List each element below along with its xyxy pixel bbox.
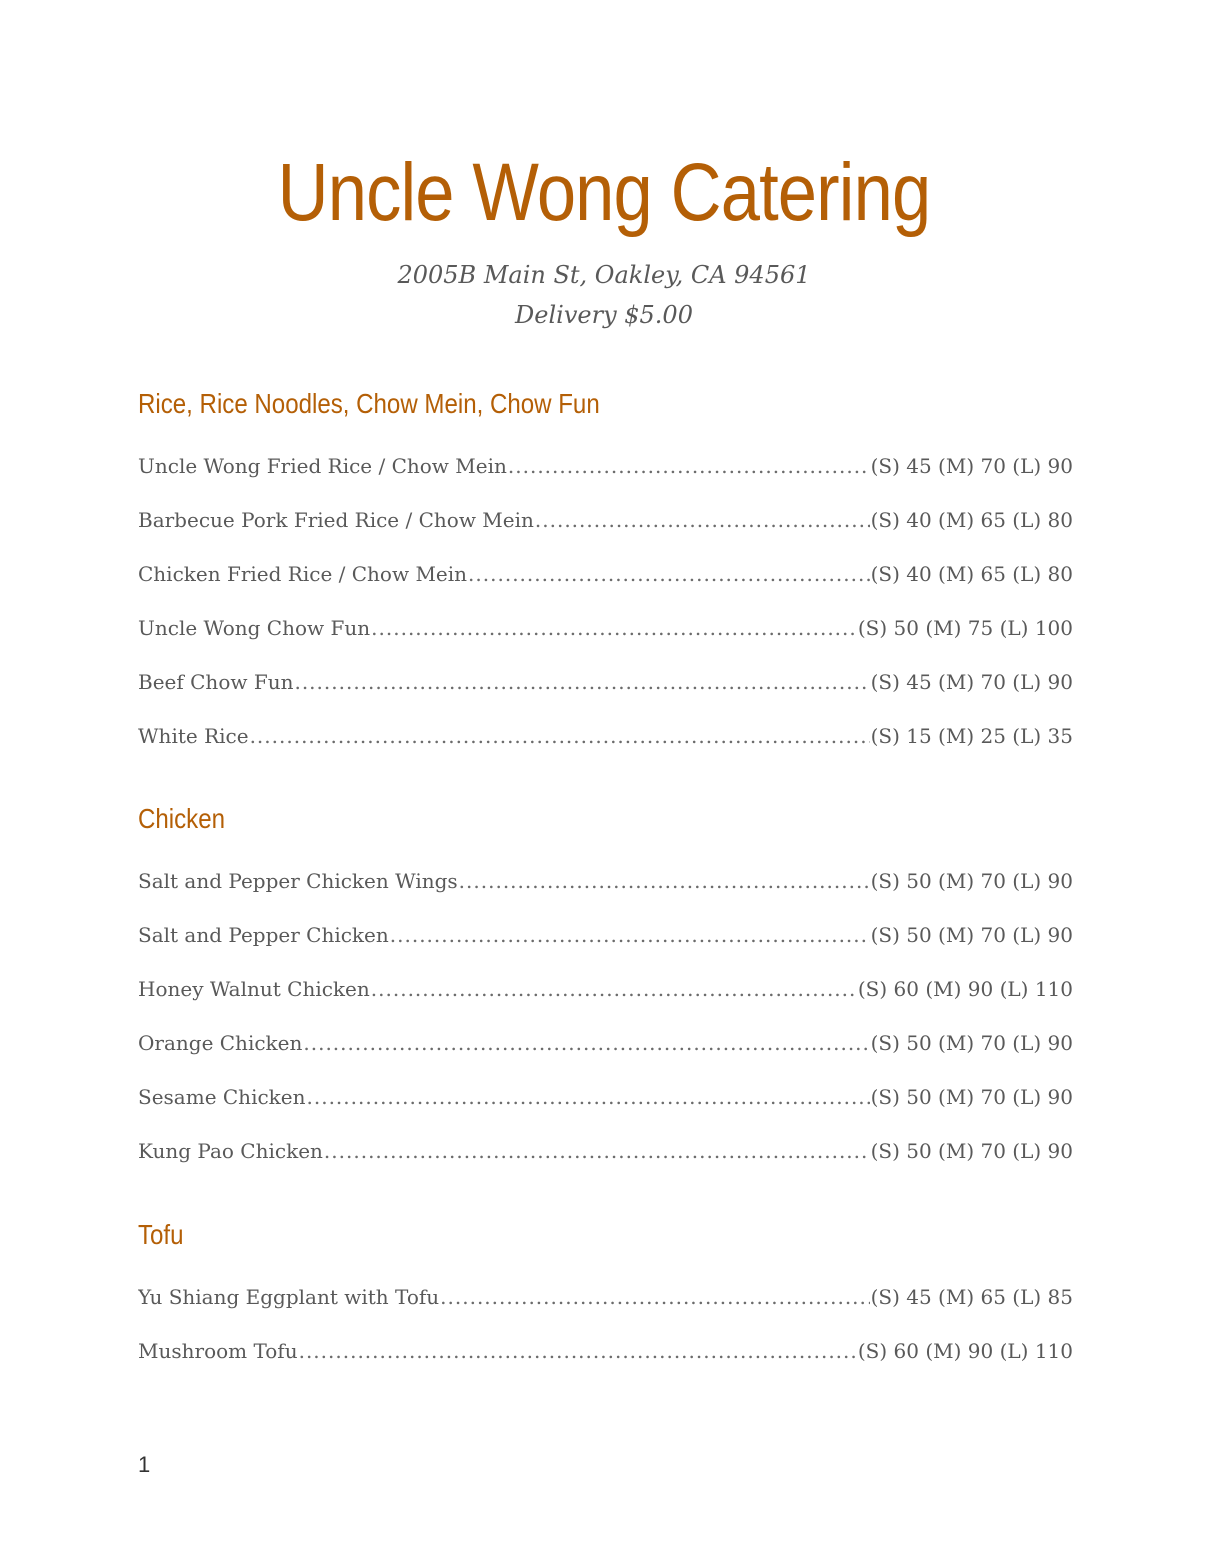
leader-dots bbox=[390, 919, 870, 951]
menu-item-name: Kung Pao Chicken bbox=[138, 1139, 323, 1163]
leader-dots bbox=[508, 450, 870, 482]
menu-item-name: Barbecue Pork Fried Rice / Chow Mein bbox=[138, 508, 534, 532]
menu-item-name: Beef Chow Fun bbox=[138, 670, 294, 694]
menu-item bbox=[138, 1081, 1073, 1113]
menu-item-price: (S) 45 (M) 70 (L) 90 bbox=[870, 454, 1073, 478]
leader-dots bbox=[307, 1081, 870, 1113]
leader-dots bbox=[459, 865, 870, 897]
menu-item-name: Yu Shiang Eggplant with Tofu bbox=[138, 1285, 440, 1309]
leader-dots bbox=[371, 973, 857, 1005]
menu-item-price: (S) 45 (M) 70 (L) 90 bbox=[870, 670, 1073, 694]
menu-item bbox=[138, 919, 1073, 951]
menu-item bbox=[138, 612, 1073, 644]
menu-item-name: Salt and Pepper Chicken bbox=[138, 923, 389, 947]
section-heading-tofu: Tofu bbox=[138, 1219, 184, 1250]
menu-item bbox=[138, 1027, 1073, 1059]
menu-item bbox=[138, 973, 1073, 1005]
menu-item-name: Mushroom Tofu bbox=[138, 1339, 298, 1363]
menu-item-name: Uncle Wong Chow Fun bbox=[138, 616, 371, 640]
leader-dots bbox=[299, 1335, 857, 1367]
leader-dots bbox=[294, 666, 869, 698]
menu-item-price: (S) 50 (M) 70 (L) 90 bbox=[870, 1139, 1073, 1163]
delivery-fee: Delivery $5.00 bbox=[515, 301, 693, 329]
menu-item-name: Chicken Fried Rice / Chow Mein bbox=[138, 562, 468, 586]
menu-item-name: Honey Walnut Chicken bbox=[138, 977, 370, 1001]
menu-item-price: (S) 50 (M) 70 (L) 90 bbox=[870, 1031, 1073, 1055]
menu-item-price: (S) 50 (M) 75 (L) 100 bbox=[857, 616, 1073, 640]
menu-item bbox=[138, 1281, 1073, 1313]
menu-item bbox=[138, 504, 1073, 536]
menu-item-price: (S) 50 (M) 70 (L) 90 bbox=[870, 923, 1073, 947]
menu-item-price: (S) 40 (M) 65 (L) 80 bbox=[870, 562, 1073, 586]
leader-dots bbox=[535, 504, 870, 536]
section-heading-chicken: Chicken bbox=[138, 803, 226, 834]
leader-dots bbox=[371, 612, 857, 644]
leader-dots bbox=[250, 720, 870, 752]
menu-item bbox=[138, 558, 1073, 590]
menu-item bbox=[138, 720, 1073, 752]
address: 2005B Main St, Oakley, CA 94561 bbox=[397, 261, 811, 289]
menu-item-name: Orange Chicken bbox=[138, 1031, 303, 1055]
menu-item bbox=[138, 865, 1073, 897]
menu-item-price: (S) 60 (M) 90 (L) 110 bbox=[857, 977, 1073, 1001]
leader-dots bbox=[468, 558, 870, 590]
leader-dots bbox=[303, 1027, 869, 1059]
menu-item bbox=[138, 450, 1073, 482]
menu-item bbox=[138, 1135, 1073, 1167]
menu-item-price: (S) 45 (M) 65 (L) 85 bbox=[870, 1285, 1073, 1309]
menu-item-name: Salt and Pepper Chicken Wings bbox=[138, 869, 458, 893]
menu-item-price: (S) 40 (M) 65 (L) 80 bbox=[870, 508, 1073, 532]
menu-item bbox=[138, 1335, 1073, 1367]
menu-item-name: Uncle Wong Fried Rice / Chow Mein bbox=[138, 454, 507, 478]
menu-item-price: (S) 50 (M) 70 (L) 90 bbox=[870, 1085, 1073, 1109]
menu-item-price: (S) 60 (M) 90 (L) 110 bbox=[857, 1339, 1073, 1363]
leader-dots bbox=[324, 1135, 870, 1167]
menu-item-price: (S) 50 (M) 70 (L) 90 bbox=[870, 869, 1073, 893]
section-heading-rice: Rice, Rice Noodles, Chow Mein, Chow Fun bbox=[138, 388, 600, 419]
menu-item-name: White Rice bbox=[138, 724, 249, 748]
menu-item-name: Sesame Chicken bbox=[138, 1085, 306, 1109]
page-number: 1 bbox=[138, 1452, 151, 1477]
menu-item-price: (S) 15 (M) 25 (L) 35 bbox=[870, 724, 1073, 748]
page-title: Uncle Wong Catering bbox=[277, 147, 931, 238]
menu-item bbox=[138, 666, 1073, 698]
leader-dots bbox=[440, 1281, 869, 1313]
